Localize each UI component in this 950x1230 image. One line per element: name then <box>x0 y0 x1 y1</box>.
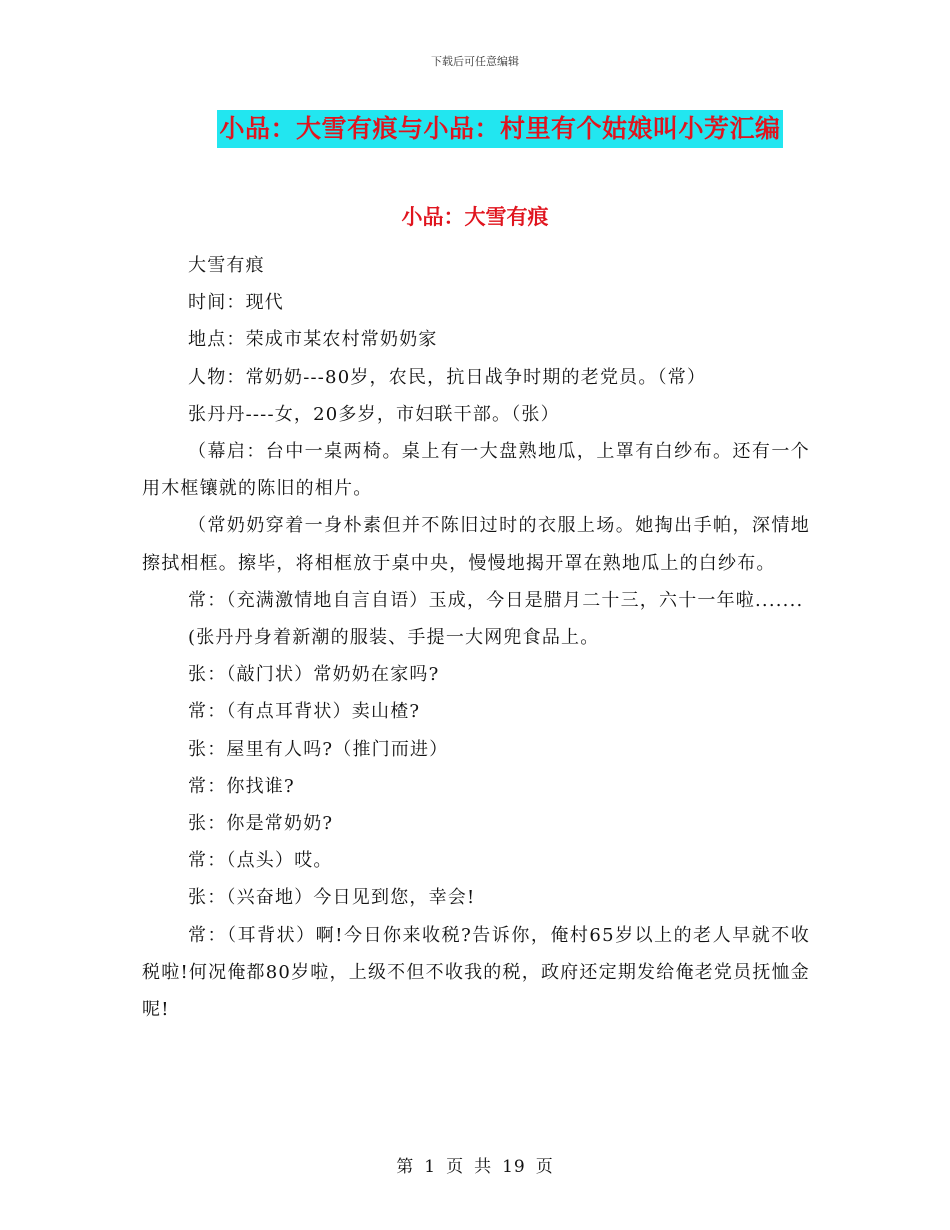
paragraph: 时间：现代 <box>188 292 284 314</box>
paragraph: 常：你找谁? <box>188 775 295 797</box>
paragraph: 张：你是常奶奶? <box>188 813 334 835</box>
paragraph: 张丹丹----女，20多岁，市妇联干部。（张） <box>188 403 560 425</box>
paragraph: （常奶奶穿着一身朴素但并不陈旧过时的衣服上场。她掏出手帕，深情地擦拭相框。擦毕，将相框放于桌中央，慢慢地揭开罩在熟地瓜上的白纱布。 <box>142 515 810 574</box>
paragraph: 张：屋里有人吗?（推门而进） <box>188 738 449 760</box>
paragraph: 常：（耳背状）啊!今日你来收税?告诉你，俺村65岁以上的老人早就不收税啦!何况俺都80岁啦，上级不但不收我的税，政府还定期发给俺老党员抚恤金呢! <box>142 924 810 1021</box>
paragraph: 张：（敲门状）常奶奶在家吗? <box>188 664 440 686</box>
document-title: 小品：大雪有痕与小品：村里有个姑娘叫小芳汇编 <box>217 110 782 148</box>
paragraph: 常：（充满激情地自言自语）玉成，今日是腊月二十三，六十一年啦....... <box>188 589 804 611</box>
document-title-container <box>0 110 950 148</box>
paragraph: 大雪有痕 <box>188 255 265 276</box>
current-page-number: 1 <box>424 1157 437 1177</box>
paragraph: 张：（兴奋地）今日见到您，幸会! <box>188 887 476 909</box>
page-label-prefix: 第 <box>396 1157 415 1177</box>
page-label-suffix: 页 <box>535 1157 554 1177</box>
paragraph: 地点：荣成市某农村常奶奶家 <box>188 329 438 351</box>
page-footer <box>0 1152 950 1177</box>
page-label-total-prefix: 共 <box>474 1157 493 1177</box>
paragraph: 常：（点头）哎。 <box>188 850 333 872</box>
paragraph: 常：（有点耳背状）卖山楂? <box>188 701 421 723</box>
page-label-mid: 页 <box>446 1157 465 1177</box>
total-page-count: 19 <box>502 1157 526 1177</box>
paragraph: （幕启：台中一桌两椅。桌上有一大盘熟地瓜，上罩有白纱布。还有一个用木框镶就的陈旧的相片。 <box>142 441 810 500</box>
section-title: 小品：大雪有痕 <box>401 204 549 229</box>
page-header-note: 下载后可任意编辑 <box>431 55 519 68</box>
paragraph: (张丹丹身着新潮的服装、手提一大网兜食品上。 <box>188 627 600 649</box>
document-body <box>142 247 810 1028</box>
paragraph: 人物：常奶奶---80岁，农民，抗日战争时期的老党员。（常） <box>188 366 707 388</box>
